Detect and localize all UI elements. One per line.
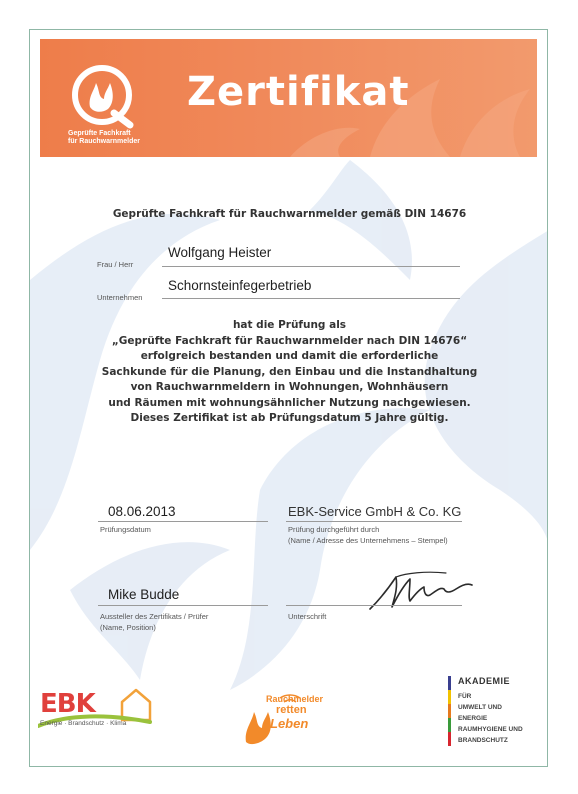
issuer-name: Mike Budde [108,587,180,602]
exam-company-label-line-2: (Name / Adresse des Unternehmens – Stempel) [288,535,448,545]
company-name-rule [162,298,460,299]
issuer-label-line-1: Aussteller des Zertifikats / Prüfer [100,612,209,621]
body-line: Sachkunde für die Planung, den Einbau und die Instandhaltung [101,365,478,378]
logo-caption [68,130,158,146]
akademie-bar-orange [448,704,451,718]
certificate-subtitle: Geprüfte Fachkraft für Rauchwarnmelder gemäß DIN 14676 [112,208,467,220]
body-line: hat die Prüfung als [232,319,347,331]
certificate-frame [29,29,548,767]
logo-caption-line-1: Geprüfte Fachkraft [68,130,131,137]
exam-company-label [288,525,448,546]
company-label: Unternehmen [97,293,143,302]
exam-date-label: Prüfungsdatum [100,525,151,534]
akademie-bar-yellow [448,690,451,704]
certificate-body-text [30,318,548,427]
rwm-text-line-1: Rauchmelder [266,694,324,704]
certificate-title: Zertifikat [187,69,410,115]
rwm-text-line-2: retten [276,704,307,716]
signature-label: Unterschrift [288,612,327,621]
akademie-bar-red [448,732,451,746]
company-name: Schornsteinfegerbetrieb [168,278,312,293]
ebk-logo-subtitle: Energie · Brandschutz · Klima [40,720,127,727]
exam-date-rule [98,521,268,522]
akademie-line: FÜR [458,693,472,700]
body-line: und Räumen mit wohnungsähnlicher Nutzung nachgewiesen. [108,396,471,409]
issuer-name-rule [98,605,268,606]
akademie-bar-blue [448,676,451,690]
body-line: erfolgreich bestanden und damit die erforderliche [140,350,439,362]
q-seal-logo-icon [70,63,138,129]
akademie-line: BRANDSCHUTZ [458,737,508,744]
issuer-label [100,612,208,633]
body-line: von Rauchwarnmeldern in Wohnungen, Wohnhäusern [130,381,449,393]
person-label: Frau / Herr [97,260,134,269]
akademie-title: AKADEMIE [458,676,511,686]
issuer-label-line-2: (Name, Position) [100,622,156,632]
logo-caption-line-2: für Rauchwarnmelder [68,138,140,145]
exam-company: EBK-Service GmbH & Co. KG [288,504,462,519]
akademie-line: RAUMHYGIENE UND [458,726,523,733]
person-name-rule [162,266,460,267]
rwm-text-line-3: Leben [270,716,309,731]
akademie-line: UMWELT UND [458,704,502,711]
exam-date: 08.06.2013 [108,504,176,519]
akademie-line: ENERGIE [458,715,488,722]
akademie-bar-green [448,718,451,732]
ebk-logo-text: EBK [40,689,95,719]
certificate-header [40,39,537,157]
exam-company-label-line-1: Prüfung durchgeführt durch [288,525,380,534]
body-line: „Geprüfte Fachkraft für Rauchwarnmelder nach DIN 14676“ [111,334,468,347]
exam-company-rule [286,521,462,522]
person-name: Wolfgang Heister [168,245,272,260]
body-line: Dieses Zertifikat ist ab Prüfungsdatum 5 Jahre gültig. [130,412,449,424]
signature-rule [286,605,462,606]
